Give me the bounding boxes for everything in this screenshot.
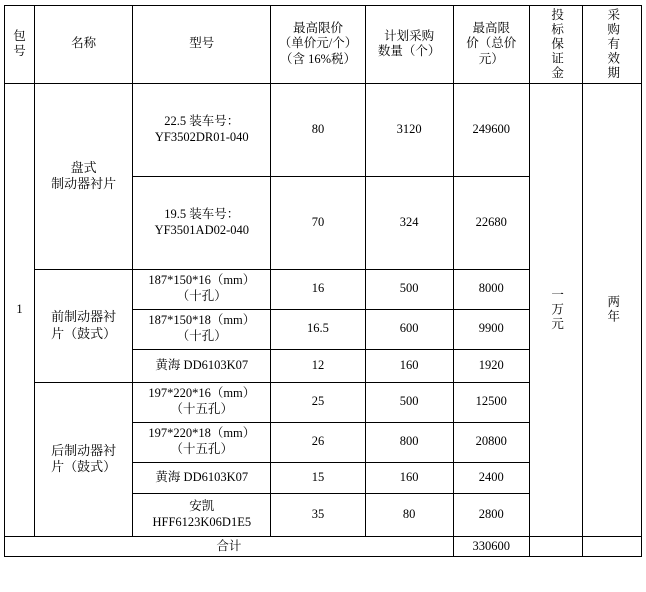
cell-model: 197*220*18（mm） （十五孔） bbox=[133, 422, 271, 462]
cell-total-price: 1920 bbox=[453, 349, 529, 382]
cell-total-deposit-blank bbox=[529, 536, 582, 557]
cell-unit-price: 26 bbox=[271, 422, 365, 462]
document-page bbox=[0, 5, 646, 592]
cell-model: 187*150*18（mm） （十孔） bbox=[133, 309, 271, 349]
cell-quantity: 160 bbox=[365, 462, 453, 493]
cell-total-price: 2800 bbox=[453, 493, 529, 536]
cell-total-sum: 330600 bbox=[453, 536, 529, 557]
cell-quantity: 80 bbox=[365, 493, 453, 536]
cell-quantity: 800 bbox=[365, 422, 453, 462]
cell-total-validity-blank bbox=[582, 536, 641, 557]
table-header-row bbox=[5, 6, 642, 84]
cell-package-no: 1 bbox=[5, 83, 35, 536]
cell-total-price: 9900 bbox=[453, 309, 529, 349]
cell-unit-price: 12 bbox=[271, 349, 365, 382]
cell-model: 安凯 HFF6123K06D1E5 bbox=[133, 493, 271, 536]
header-package-no: 包 号 bbox=[5, 6, 35, 84]
table-total-row bbox=[5, 536, 642, 557]
cell-model: 19.5 装车号： YF3501AD02-040 bbox=[133, 176, 271, 269]
cell-model: 197*220*16（mm） （十五孔） bbox=[133, 382, 271, 422]
cell-model: 黄海 DD6103K07 bbox=[133, 349, 271, 382]
cell-total-price: 249600 bbox=[453, 83, 529, 176]
cell-validity-value: 两年 bbox=[582, 83, 641, 536]
cell-total-price: 8000 bbox=[453, 269, 529, 309]
cell-unit-price: 35 bbox=[271, 493, 365, 536]
cell-model: 187*150*16（mm） （十孔） bbox=[133, 269, 271, 309]
header-name: 名称 bbox=[35, 6, 133, 84]
table-row bbox=[5, 83, 642, 176]
cell-total-price: 2400 bbox=[453, 462, 529, 493]
cell-unit-price: 70 bbox=[271, 176, 365, 269]
cell-quantity: 324 bbox=[365, 176, 453, 269]
header-model: 型号 bbox=[133, 6, 271, 84]
cell-group-name-disc: 盘式 制动器衬片 bbox=[35, 83, 133, 269]
cell-unit-price: 15 bbox=[271, 462, 365, 493]
cell-quantity: 500 bbox=[365, 382, 453, 422]
cell-quantity: 600 bbox=[365, 309, 453, 349]
header-total-price: 最高限 价（总价 元） bbox=[453, 6, 529, 84]
cell-total-price: 22680 bbox=[453, 176, 529, 269]
cell-unit-price: 16.5 bbox=[271, 309, 365, 349]
header-deposit: 投标保证金 bbox=[529, 6, 582, 84]
cell-quantity: 500 bbox=[365, 269, 453, 309]
header-unit-price: 最高限价 （单价元/个） （含 16%税） bbox=[271, 6, 365, 84]
cell-unit-price: 25 bbox=[271, 382, 365, 422]
cell-total-label: 合计 bbox=[5, 536, 454, 557]
header-quantity: 计划采购 数量（个） bbox=[365, 6, 453, 84]
header-validity: 采购有效期 bbox=[582, 6, 641, 84]
cell-group-name-rear-drum: 后制动器衬 片（鼓式） bbox=[35, 382, 133, 536]
cell-unit-price: 16 bbox=[271, 269, 365, 309]
cell-deposit-value: 一万元 bbox=[529, 83, 582, 536]
cell-model: 黄海 DD6103K07 bbox=[133, 462, 271, 493]
cell-quantity: 3120 bbox=[365, 83, 453, 176]
cell-model: 22.5 装车号： YF3502DR01-040 bbox=[133, 83, 271, 176]
cell-total-price: 12500 bbox=[453, 382, 529, 422]
cell-total-price: 20800 bbox=[453, 422, 529, 462]
cell-quantity: 160 bbox=[365, 349, 453, 382]
bid-price-table bbox=[4, 5, 642, 557]
cell-unit-price: 80 bbox=[271, 83, 365, 176]
cell-group-name-front-drum: 前制动器衬 片（鼓式） bbox=[35, 269, 133, 382]
